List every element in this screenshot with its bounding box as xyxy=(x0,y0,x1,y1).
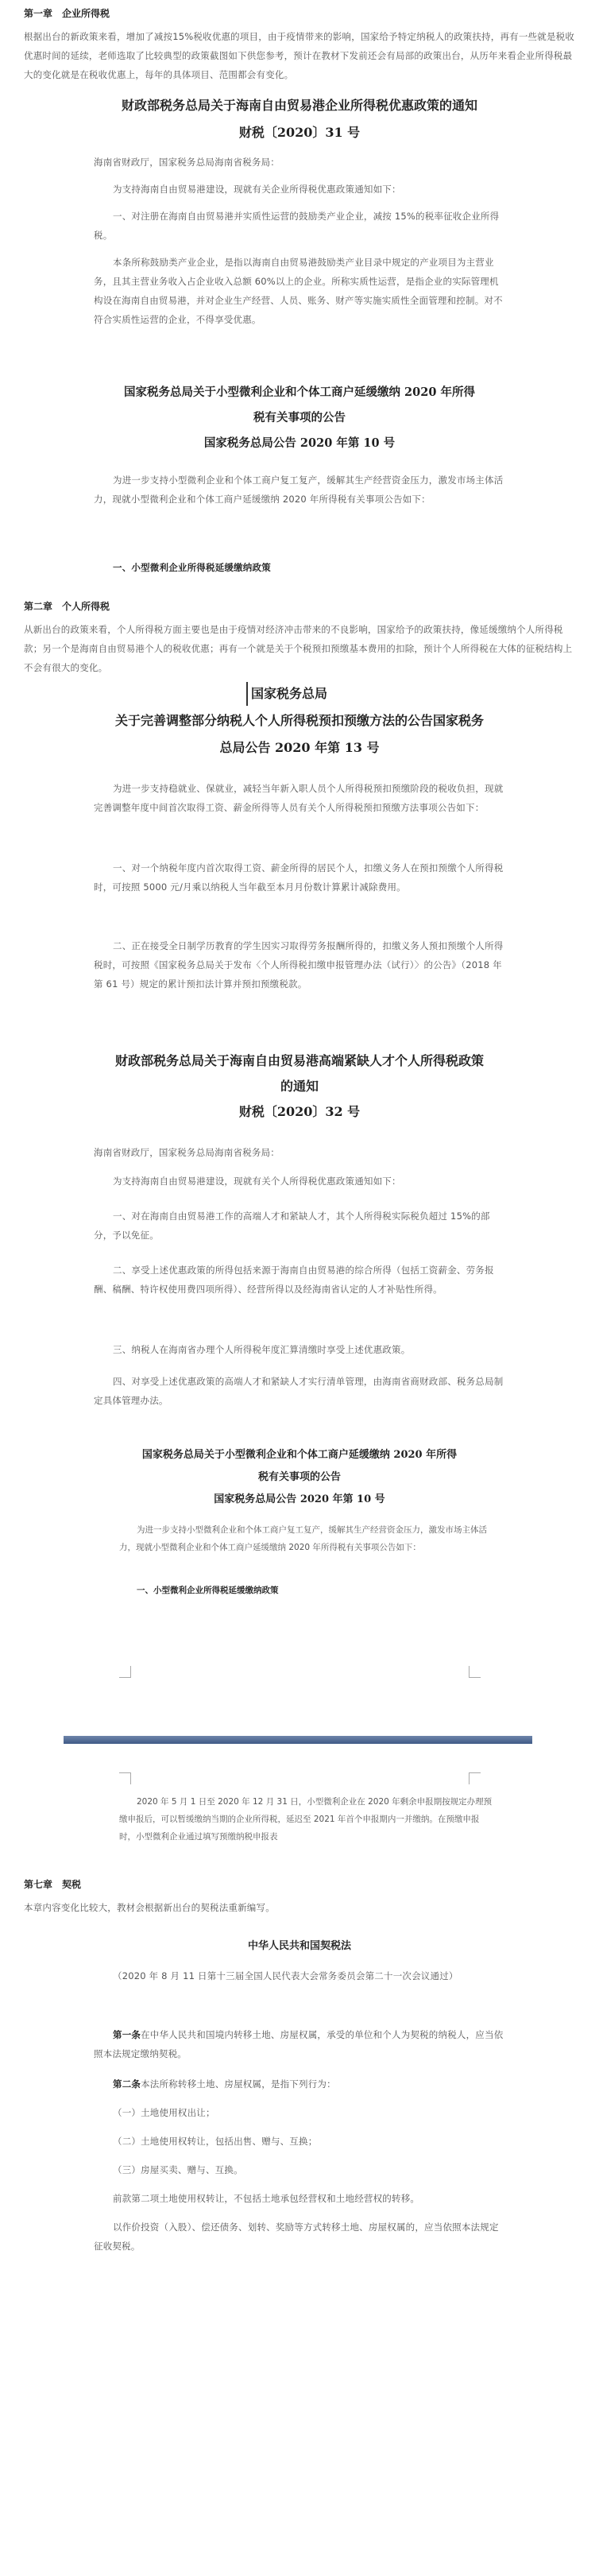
chapter-1-intro: 根据出台的新政策来看，增加了减按15%税收优惠的项目，由于疫情带来的影响，国家给予特定纳税人的政策扶持，再有一些就是税收优惠时间的延续，老师选取了比较典型的政策截图如下供您参考，预计在教材下发前还会有局部的政策出台，从历年来看企业所得税最大的变化就是在税收优惠上，每年的具体项目、范围都会有变化。 xyxy=(24,31,575,80)
notice-2-para-1: 为支持海南自由贸易港建设，现就有关个人所得税优惠政策通知如下： xyxy=(113,1176,401,1187)
page-separator-bar xyxy=(64,1736,532,1744)
announcement-1-title-line-2: 税有关事项的公告 xyxy=(253,411,346,424)
article-2-label: 第二条 xyxy=(113,2078,141,2090)
chapter-7-intro: 本章内容变化比较大，教材会根据新出台的契税法重新编写。 xyxy=(24,1902,275,1913)
announcement-3-title-line-1: 国家税务总局关于小型微利企业和个体工商户延缓缴纳 2020 年所得 xyxy=(141,1449,458,1461)
article-1-label: 第一条 xyxy=(113,2029,141,2040)
notice-2-number: 财税〔2020〕32 号 xyxy=(238,1104,361,1119)
article-2 xyxy=(94,2074,507,2094)
article-2-text: 本法所称转移土地、房屋权属，是指下列行为： xyxy=(141,2078,336,2090)
law-title: 中华人民共和国契税法 xyxy=(247,1940,351,1952)
article-2-item-1: （一）土地使用权出让； xyxy=(113,2107,215,2118)
chapter-1-heading: 第一章 企业所得税 xyxy=(24,8,110,19)
announcement-3-title-line-2: 税有关事项的公告 xyxy=(257,1471,341,1483)
law-date: （2020 年 8 月 11 日第十三届全国人民代表大会常务委员会第二十一次会议通过） xyxy=(113,1970,458,1981)
announcement-1-title-line-1: 国家税务总局关于小型微利企业和个体工商户延缓缴纳 2020 年所得 xyxy=(124,385,475,399)
announcement-1-number: 国家税务总局公告 2020 年第 10 号 xyxy=(203,436,396,450)
announcement-3-number: 国家税务总局公告 2020 年第 10 号 xyxy=(214,1493,385,1505)
notice-2-title-line-1: 财政部税务总局关于海南自由贸易港高端紧缺人才个人所得税政策 xyxy=(114,1053,484,1068)
notice-2-recipient: 海南省财政厅，国家税务总局海南省税务局： xyxy=(94,1147,280,1158)
page-2-continuation-para: 2020 年 5 月 1 日至 2020 年 12 月 31 日，小型微利企业在 2020 年剩余申报期按规定办理预缴申报后，可以暂缓缴纳当期的企业所得税，延迟至 2021 年首个申报期内一并缴纳。在预缴申报时，小型微利企业通过填写预缴纳税申报表 xyxy=(119,1797,493,1842)
notice-1-para-3: 本条所称鼓励类产业企业，是指以海南自由贸易港鼓励类产业目录中规定的产业项目为主营业务，且其主营业务收入占企业收入总额 60%以上的企业。所称实质性运营，是指企业的实际管理机构设在海南自由贸易港，并对企业生产经营、人员、账务、财产等实施实质性全面管理和控制。对不符合实质性运营的企业，不得享受优惠。 xyxy=(94,257,503,325)
notice-2-para-2: 一、对在海南自由贸易港工作的高端人才和紧缺人才，其个人所得税实际税负超过 15%的部分，予以免征。 xyxy=(94,1211,490,1241)
article-1 xyxy=(94,2025,507,2063)
notice-1-para-2: 一、对注册在海南自由贸易港并实质性运营的鼓励类产业企业，减按 15%的税率征收企业所得税。 xyxy=(94,211,500,241)
article-2-item-2: （二）土地使用权转让，包括出售、赠与、互换； xyxy=(113,2136,318,2147)
article-2-para-2: 以作价投资（入股）、偿还债务、划转、奖励等方式转移土地、房屋权属的，应当依照本法规定征收契税。 xyxy=(94,2222,499,2252)
chapter-2-intro: 从新出台的政策来看，个人所得税方面主要也是由于疫情对经济冲击带来的不良影响，国家给予的政策扶持，像延缓缴纳个人所得税款；另一个是海南自由贸易港个人的税收优惠；再有一个就是关于个税预扣预缴基本费用的扣除，预计个人所得税在大体的征税结构上不会有很大的变化。 xyxy=(24,624,573,673)
announcement-2-para-1: 为进一步支持稳就业、保就业，减轻当年新入职人员个人所得税预扣预缴阶段的税收负担，现就完善调整年度中间首次取得工资、薪金所得等人员有关个人所得税预扣预缴方法事项公告如下： xyxy=(94,783,504,813)
article-2-item-3: （三）房屋买卖、赠与、互换。 xyxy=(113,2164,243,2175)
page-corner-mark-left xyxy=(119,1666,131,1678)
article-1-text: 在中华人民共和国境内转移土地、房屋权属，承受的单位和个人为契税的纳税人，应当依照本法规定缴纳契税。 xyxy=(94,2029,504,2059)
notice-1-recipient: 海南省财政厅，国家税务总局海南省税务局： xyxy=(94,157,280,168)
notice-1-para-1: 为支持海南自由贸易港建设，现就有关企业所得税优惠政策通知如下： xyxy=(113,184,401,195)
announcement-3-para-1: 为进一步支持小型微利企业和个体工商户复工复产，缓解其生产经营资金压力，激发市场主体活力，现就小型微利企业和个体工商户延缓缴纳 2020 年所得税有关事项公告如下： xyxy=(119,1525,487,1552)
notice-2-title-line-2: 的通知 xyxy=(280,1079,319,1094)
announcement-2-para-2: 一、对一个纳税年度内首次取得工资、薪金所得的居民个人，扣缴义务人在预扣预缴个人所得税时，可按照 5000 元/月乘以纳税人当年截至本月月份数计算累计减除费用。 xyxy=(94,862,504,893)
announcement-1-para-1: 为进一步支持小型微利企业和个体工商户复工复产，缓解其生产经营资金压力，激发市场主体活力，现就小型微利企业和个体工商户延缓缴纳 2020 年所得税有关事项公告如下： xyxy=(94,475,504,505)
announcement-2-para-3: 二、正在接受全日制学历教育的学生因实习取得劳务报酬所得的，扣缴义务人预扣预缴个人所得税时，可按照《国家税务总局关于发布〈个人所得税扣缴申报管理办法（试行）〉的公告》（2018 年第 61 号）规定的累计预扣法计算并预扣预缴税款。 xyxy=(94,940,504,990)
notice-2-para-5: 四、对享受上述优惠政策的高端人才和紧缺人才实行清单管理，由海南省商财政部、税务总局制定具体管理办法。 xyxy=(94,1376,504,1406)
notice-1-number: 财税〔2020〕31 号 xyxy=(238,125,361,140)
chapter-2-header-stamp: 国家税务总局 xyxy=(246,682,410,706)
page-corner-mark-right-2 xyxy=(469,1772,481,1784)
page-corner-mark-left-2 xyxy=(119,1772,131,1784)
notice-1-title: 财政部税务总局关于海南自由贸易港企业所得税优惠政策的通知 xyxy=(121,98,477,113)
announcement-1-para-2: 一、小型微利企业所得税延缓缴纳政策 xyxy=(113,562,271,573)
announcement-2-title-line-1: 关于完善调整部分纳税人个人所得税预扣预缴方法的公告国家税务 xyxy=(114,713,484,728)
announcement-3-para-2: 一、小型微利企业所得税延缓缴纳政策 xyxy=(137,1586,279,1595)
page-corner-mark-right xyxy=(469,1666,481,1678)
article-2-para-1: 前款第二项土地使用权转让，不包括土地承包经营权和土地经营权的转移。 xyxy=(113,2193,420,2204)
chapter-2-heading: 第二章 个人所得税 xyxy=(24,601,110,612)
chapter-7-heading: 第七章 契税 xyxy=(24,1879,82,1890)
notice-2-para-4: 三、纳税人在海南省办理个人所得税年度汇算清缴时享受上述优惠政策。 xyxy=(113,1344,411,1355)
announcement-2-title-line-2: 总局公告 2020 年第 13 号 xyxy=(219,740,380,755)
notice-2-para-3: 二、享受上述优惠政策的所得包括来源于海南自由贸易港的综合所得（包括工资薪金、劳务报酬、稿酬、特许权使用费四项所得）、经营所得以及经海南省认定的人才补贴性所得。 xyxy=(94,1265,494,1295)
